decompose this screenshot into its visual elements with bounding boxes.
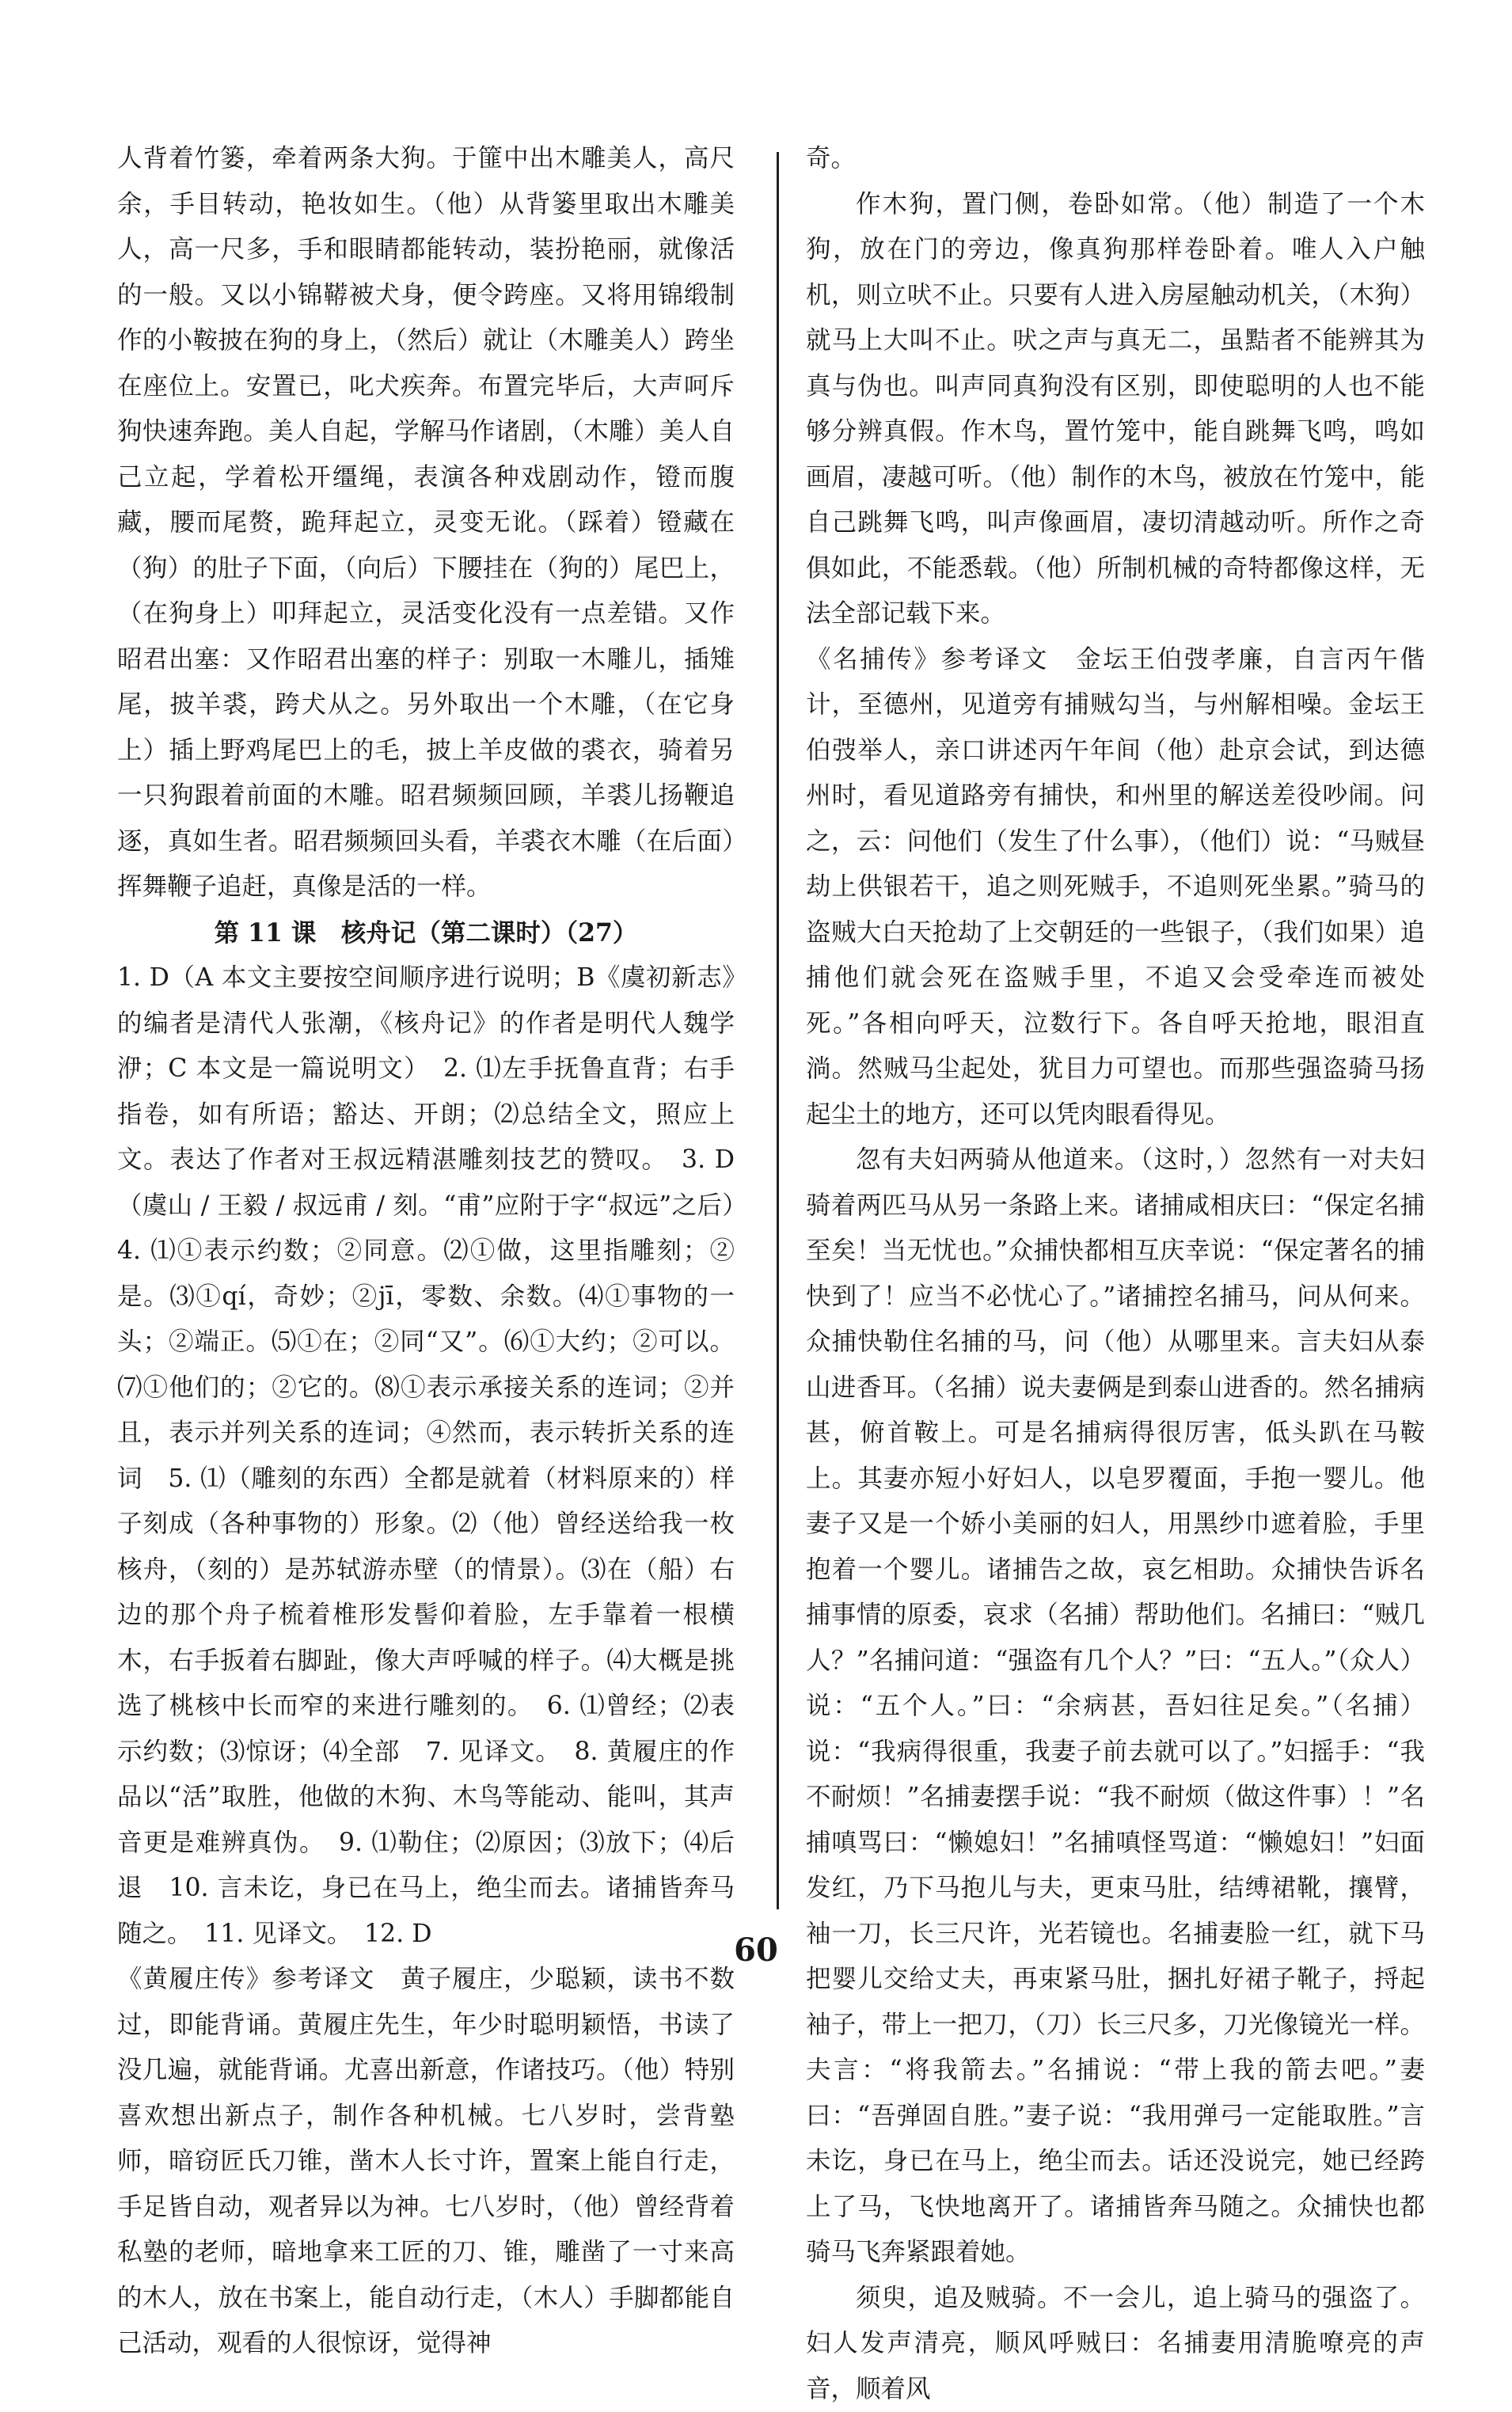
page-number: 60 [0,1931,1512,1969]
left-column [117,136,735,2367]
translation-paragraph: 《名捕传》参考译文 金坛王伯弢孝廉，自言丙午偕计，至德州，见道旁有捕贼勾当，与州解相噪。金坛王伯弢举人，亲口讲述丙午年间（他）赴京会试，到达德州时，看见道路旁有捕快，和州里的解送差役吵闹。问之，云：问他们（发生了什么事），（他们）说：“马贼昼劫上供银若干，追之则死贼手，不追则死坐累。”骑马的盗贼大白天抢劫了上交朝廷的一些银子，（我们如果）追捕他们就会死在盗贼手里，不追又会受牵连而被处死。”各相向呼天，泣数行下。各自呼天抢地，眼泪直淌。然贼马尘起处，犹目力可望也。而那些强盗骑马扬起尘土的地方，还可以凭肉眼看得见。 [806,637,1425,1138]
translation-paragraph: 《黄履庄传》参考译文 黄子履庄，少聪颖，读书不数过，即能背诵。黄履庄先生，年少时聪明颖悟，书读了没几遍，就能背诵。尤喜出新意，作诸技巧。（他）特别喜欢想出新点子，制作各种机械。七八岁时，尝背塾师，暗窃匠氏刀锥，凿木人长寸许，置案上能自行走，手足皆自动，观者异以为神。七八岁时，（他）曾经背着私塾的老师，暗地拿来工匠的刀、锥，雕凿了一寸来高的木人，放在书案上，能自动行走，（木人）手脚都能自己活动，观看的人很惊讶，觉得神 [117,1957,735,2367]
lesson-heading: 第 11 课 核舟记（第二课时）（27） [117,910,735,956]
text-paragraph: 忽有夫妇两骑从他道来。（这时，）忽然有一对夫妇骑着两匹马从另一条路上来。诸捕咸相庆曰：“保定名捕至矣！当无忧也。”众捕快都相互庆幸说：“保定著名的捕快到了！应当不必忧心了。”诸捕控名捕马，问从何来。众捕快勒住名捕的马，问（他）从哪里来。言夫妇从泰山进香耳。（名捕）说夫妻俩是到泰山进香的。然名捕病甚，俯首鞍上。可是名捕病得很厉害，低头趴在马鞍上。其妻亦短小好妇人，以皂罗覆面，手抱一婴儿。他妻子又是一个娇小美丽的妇人，用黑纱巾遮着脸，手里抱着一个婴儿。诸捕告之故，哀乞相助。众捕快告诉名捕事情的原委，哀求（名捕）帮助他们。名捕曰：“贼几人？”名捕问道：“强盗有几个人？”曰：“五人。”（众人）说：“五个人。”曰：“余病甚，吾妇往足矣。”（名捕）说：“我病得很重，我妻子前去就可以了。”妇摇手：“我不耐烦！”名捕妻摆手说：“我不耐烦（做这件事）！”名捕嗔骂曰：“懒媳妇！”名捕嗔怪骂道：“懒媳妇！”妇面发红，乃下马抱儿与夫，更束马肚，结缚裙靴，攘臂，袖一刀，长三尺许，光若镜也。名捕妻脸一红，就下马把婴儿交给丈夫，再束紧马肚，捆扎好裙子靴子，捋起袖子，带上一把刀，（刀）长三尺多，刀光像镜光一样。夫言：“将我箭去。”名捕说：“带上我的箭去吧。”妻曰：“吾弹固自胜。”妻子说：“我用弹弓一定能取胜。”言未讫，身已在马上，绝尘而去。话还没说完，她已经跨上了马，飞快地离开了。诸捕皆奔马随之。众捕快也都骑马飞奔紧跟着她。 [806,1138,1425,2276]
text-paragraph: 作木狗，置门侧，卷卧如常。（他）制造了一个木狗，放在门的旁边，像真狗那样卷卧着。唯人入户触机，则立吠不止。只要有人进入房屋触动机关，（木狗）就马上大叫不止。吠之声与真无二，虽黠者不能辨其为真与伪也。叫声同真狗没有区别，即使聪明的人也不能够分辨真假。作木鸟，置竹笼中，能自跳舞飞鸣，鸣如画眉，凄越可听。（他）制作的木鸟，被放在竹笼中，能自己跳舞飞鸣，叫声像画眉，凄切清越动听。所作之奇俱如此，不能悉载。（他）所制机械的奇特都像这样，无法全部记载下来。 [806,182,1425,637]
text-paragraph: 须臾，追及贼骑。不一会儿，追上骑马的强盗了。妇人发声清亮，顺风呼贼曰：名捕妻用清脆嘹亮的声音，顺着风 [806,2276,1425,2412]
right-column [806,136,1425,2412]
answer-key: 1. D（A 本文主要按空间顺序进行说明；B《虞初新志》的编者是清代人张潮，《核舟记》的作者是明代人魏学洢；C 本文是一篇说明文） 2. ⑴左手抚鲁直背；右手指卷，如有所语；豁达、开朗；⑵总结全文，照应上文。表达了作者对王叔远精湛雕刻技艺的赞叹。 3. D（虞山 / 王毅 / 叔远甫 / 刻。“甫”应附于字“叔远”之后） 4. ⑴①表示约数；②同意。⑵①做，这里指雕刻；②是。⑶①qí，奇妙；②jī，零数、余数。⑷①事物的一头；②端正。⑸①在；②同“又”。⑹①大约；②可以。⑺①他们的；②它的。⑻①表示承接关系的连词；②并且，表示并列关系的连词；④然而，表示转折关系的连词 5. ⑴（雕刻的东西）全都是就着（材料原来的）样子刻成（各种事物的）形象。⑵（他）曾经送给我一枚核舟，（刻的）是苏轼游赤壁（的情景）。⑶在（船）右边的那个舟子梳着椎形发髻仰着脸，左手靠着一根横木，右手扳着右脚趾，像大声呼喊的样子。⑷大概是挑选了桃核中长而窄的来进行雕刻的。 6. ⑴曾经；⑵表示约数；⑶惊讶；⑷全部 7. 见译文。 8. 黄履庄的作品以“活”取胜，他做的木狗、木鸟等能动、能叫，其声音更是难辨真伪。 9. ⑴勒住；⑵原因；⑶放下；⑷后退 10. 言未讫，身已在马上，绝尘而去。诸捕皆奔马随之。 11. 见译文。 12. D [117,955,735,1957]
column-divider [777,152,779,1909]
text-paragraph: 奇。 [806,136,1425,182]
text-paragraph: 人背着竹篓，牵着两条大狗。于篚中出木雕美人，高尺余，手目转动，艳妆如生。（他）从背篓里取出木雕美人，高一尺多，手和眼睛都能转动，装扮艳丽，就像活的一般。又以小锦鞯被犬身，便令跨座。又将用锦缎制作的小鞍披在狗的身上，（然后）就让（木雕美人）跨坐在座位上。安置已，叱犬疾奔。布置完毕后，大声呵斥狗快速奔跑。美人自起，学解马作诸剧，（木雕）美人自己立起，学着松开缰绳，表演各种戏剧动作，镫而腹藏，腰而尾赘，跪拜起立，灵变无讹。（踩着）镫藏在（狗）的肚子下面，（向后）下腰挂在（狗的）尾巴上，（在狗身上）叩拜起立，灵活变化没有一点差错。又作昭君出塞：又作昭君出塞的样子：别取一木雕儿，插雉尾，披羊裘，跨犬从之。另外取出一个木雕，（在它身上）插上野鸡尾巴上的毛，披上羊皮做的裘衣，骑着另一只狗跟着前面的木雕。昭君频频回顾，羊裘儿扬鞭追逐，真如生者。昭君频频回头看，羊裘衣木雕（在后面）挥舞鞭子追赶，真像是活的一样。 [117,136,735,910]
